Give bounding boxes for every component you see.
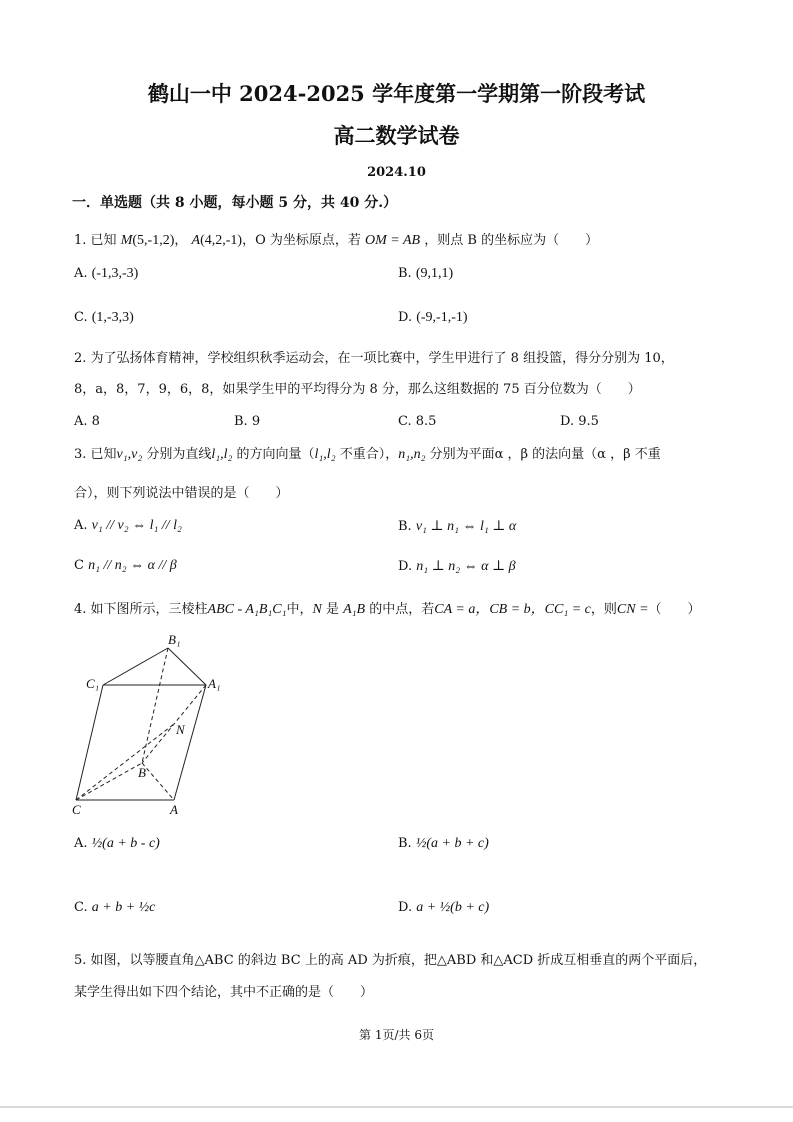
option-label: B.: [398, 519, 412, 534]
q3-direction-vectors: v₁,v₂: [116, 447, 143, 462]
option-value: v₁ ⊥ n₁ ⇔ l₁ ⊥ α: [415, 519, 517, 534]
q1-text-2: ，O 为坐标原点，若: [242, 233, 361, 248]
q3-option-a: [74, 518, 182, 534]
q2-option-b: [234, 414, 260, 429]
q4-text: 中，: [286, 602, 313, 617]
q2-line-1: 2. 为了弘扬体育精神，学校组织秋季运动会，在一项比赛中，学生甲进行了 8 组投篮，得分分别为 10，: [74, 351, 674, 366]
option-label: B.: [234, 414, 248, 429]
option-value: 8.5: [415, 414, 437, 429]
edge-a1a: [174, 685, 206, 800]
q2-line-2: 8，a，8，7，9，6，8，如果学生甲的平均得分为 8 分，那么这组数据的 75 百分位数为（ ）: [74, 382, 641, 397]
q1-number: 1.: [74, 233, 87, 248]
q3-normal-vectors: n₁,n₂: [398, 447, 426, 462]
q3-text: 不重合），: [339, 447, 399, 462]
option-value: n₁ ⊥ n₂ ⇔ α ⊥ β: [416, 559, 516, 574]
q3-option-d: [398, 558, 516, 575]
label-a1: A₁: [208, 676, 221, 691]
option-label: D.: [398, 559, 413, 574]
option-label: B.: [398, 836, 412, 851]
option-value: ½(a + b + c): [415, 836, 489, 851]
option-label: A.: [74, 414, 88, 429]
label-a: A: [170, 802, 178, 817]
q1-point-a: A: [191, 233, 201, 248]
option-value: (1,-3,3): [91, 310, 134, 325]
option-label: C.: [74, 900, 88, 915]
option-value: (-1,3,-3): [91, 266, 139, 281]
q1-comma: ，: [174, 233, 188, 248]
q1-option-d: [398, 310, 468, 326]
option-value: n₁ // n₂ ⇔ α // β: [88, 558, 177, 573]
q1-text-1: 已知: [90, 233, 117, 248]
label-c: C: [72, 802, 81, 817]
q4-text: 是: [325, 602, 339, 617]
q4-option-a: [74, 836, 160, 852]
q3-line-2: 合），则下列说法中错误的是（ ）: [74, 486, 289, 501]
option-label: A.: [74, 518, 88, 533]
label-c1: C₁: [86, 676, 100, 691]
q3-text: 的方向向量（: [236, 447, 315, 462]
q2-option-d: [560, 414, 599, 429]
option-label: A.: [74, 266, 88, 281]
label-b1: B₁: [168, 632, 181, 647]
option-value: a + b + ½c: [91, 900, 156, 915]
q4-segment: A₁B: [343, 602, 366, 617]
section-heading: 一．单选题（共 8 小题，每小题 5 分，共 40 分.）: [72, 195, 398, 211]
q3-text: 分别为平面: [429, 447, 495, 462]
exam-title: 鹤山一中 2024-2025 学年度第一学期第一阶段考试: [147, 81, 646, 106]
q4-line-1: [74, 601, 701, 619]
q1-text-3: ，则点 B 的坐标应为（ ）: [424, 233, 599, 248]
option-value: 9.5: [578, 414, 599, 429]
q5-line-1: 5. 如图，以等腰直角△ABC 的斜边 BC 上的高 AD 为折痕，把△ABD 和△ACD 折成互相垂直的两个平面后，: [74, 953, 707, 968]
option-label: D.: [398, 900, 413, 915]
option-label: D.: [560, 414, 575, 429]
q4-point-n: N: [312, 602, 322, 617]
q3-option-c: [74, 558, 177, 574]
option-label: C: [74, 558, 84, 573]
q3-lines: l₁,l₂: [314, 447, 336, 462]
q1-option-b: [398, 266, 453, 282]
q3-text: 分别为直线: [146, 447, 212, 462]
q4-text: ，则: [590, 602, 617, 617]
edge-b1a1: [168, 648, 206, 685]
q3-option-b: [398, 518, 516, 535]
q2-option-c: [398, 414, 436, 429]
q4-text: 4. 如下图所示，三棱柱: [74, 602, 208, 617]
option-value: (-9,-1,-1): [416, 310, 468, 325]
option-value: ½(a + b - c): [91, 836, 160, 851]
q1-option-c: [74, 310, 134, 326]
q3-line-1: [74, 446, 661, 464]
option-label: B.: [398, 266, 412, 281]
q3-text: α ，β 的法向量（α ，β 不重: [494, 447, 661, 462]
option-value: 8: [91, 414, 100, 429]
q4-text: （ ）: [648, 602, 701, 617]
option-value: (9,1,1): [415, 266, 454, 281]
q4-prism: ABC - A₁B₁C₁: [207, 602, 287, 617]
q1-option-a: [74, 266, 138, 282]
option-value: a + ½(b + c): [416, 900, 490, 915]
q4-text: 的中点，若: [369, 602, 435, 617]
label-b: B: [138, 765, 146, 780]
exam-subtitle: 高二数学试卷: [333, 123, 460, 148]
option-label: C.: [74, 310, 88, 325]
page-bottom-border: [0, 1106, 793, 1108]
q4-vector-cn: CN =: [616, 602, 649, 617]
q4-option-b: [398, 836, 489, 852]
q1-vector-equation: OM = AB: [365, 233, 421, 248]
q3-text: 3. 已知: [74, 447, 117, 462]
edge-cb: [76, 763, 142, 800]
q1-point-m-coords: (5,-1,2): [132, 233, 175, 248]
q5-line-2: 某学生得出如下四个结论，其中不正确的是（ ）: [74, 985, 374, 1000]
q4-option-c: [74, 900, 155, 916]
q4-vectors: CA = a，CB = b，CC₁ = c: [434, 602, 591, 617]
q1-point-m: M: [120, 233, 133, 248]
option-value: v₁ // v₂ ⇔ l₁ // l₂: [91, 518, 182, 533]
q4-option-d: [398, 900, 489, 916]
option-label: A.: [74, 836, 88, 851]
edge-c1b1: [103, 648, 168, 685]
label-n: N: [176, 722, 185, 737]
option-label: C.: [398, 414, 412, 429]
q2-option-a: [74, 414, 100, 429]
edge-ba: [142, 763, 174, 800]
option-value: 9: [251, 414, 261, 429]
question-1: [74, 232, 598, 250]
q3-lines: l₁,l₂: [211, 447, 233, 462]
option-label: D.: [398, 310, 413, 325]
edge-b1b: [142, 648, 168, 763]
exam-date: 2024.10: [367, 165, 426, 180]
page-footer: 第 1页/共 6页: [359, 1028, 434, 1042]
edge-a1b: [142, 685, 206, 763]
q1-point-a-coords: (4,2,-1): [200, 233, 243, 248]
prism-figure: [60, 630, 230, 820]
